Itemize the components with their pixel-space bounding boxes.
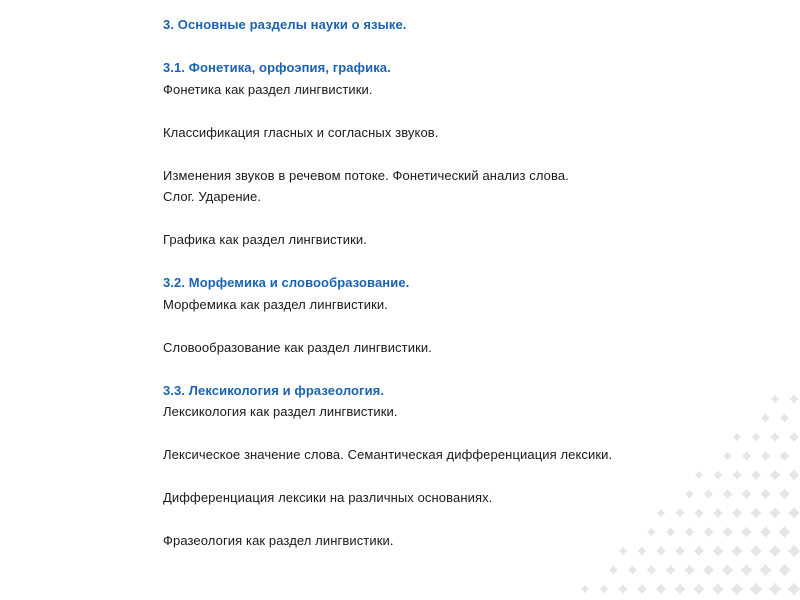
star-shape — [704, 489, 713, 498]
list-item: Изменения звуков в речевом потоке. Фонетический анализ слова. — [163, 167, 569, 183]
star-shape — [751, 508, 762, 519]
star-shape — [722, 564, 734, 576]
star-shape — [789, 394, 798, 403]
spacer — [163, 315, 763, 337]
list-item: Лексикология как раздел лингвистики. — [163, 404, 398, 419]
star-shape — [731, 545, 742, 556]
spacer — [163, 100, 763, 122]
star-shape — [713, 508, 723, 518]
star-shape — [742, 451, 751, 460]
star-shape — [581, 585, 589, 593]
star-shape — [609, 566, 618, 575]
star-shape — [703, 527, 713, 537]
star-shape — [675, 546, 685, 556]
list-item: Графика как раздел лингвистики. — [163, 232, 367, 247]
star-shape — [675, 584, 686, 595]
star-shape — [666, 527, 675, 536]
star-shape — [759, 564, 772, 577]
list-item: Морфемика как раздел лингвистики. — [163, 296, 388, 312]
star-shape — [619, 547, 627, 555]
star-shape — [732, 508, 742, 518]
spacer — [163, 251, 763, 273]
star-shape — [647, 528, 656, 537]
star-shape — [778, 526, 790, 538]
star-shape — [769, 507, 780, 518]
star-shape — [741, 489, 751, 499]
star-shape — [694, 546, 704, 556]
star-shape — [789, 432, 799, 442]
star-shape — [647, 565, 657, 575]
star-shape — [751, 432, 760, 441]
star-shape — [732, 470, 741, 479]
star-shape — [733, 433, 742, 442]
star-shape — [760, 489, 771, 500]
section-heading-lexicology: 3.3. Лексикология и фразеология. — [163, 382, 385, 398]
star-shape — [618, 584, 627, 593]
star-shape — [638, 547, 647, 556]
section-heading-phonetics: 3.1. Фонетика, орфоэпия, графика. — [163, 60, 391, 75]
star-shape — [788, 583, 800, 596]
star-shape — [657, 509, 665, 517]
star-shape — [723, 489, 733, 499]
star-shape — [770, 432, 779, 441]
star-shape — [779, 488, 790, 499]
star-shape — [676, 509, 685, 518]
star-shape — [760, 526, 772, 538]
star-shape — [731, 583, 743, 595]
list-item: Дифференциация лексики на различных основаниях. — [163, 490, 493, 505]
list-item: Лексическое значение слова. Семантическая дифференциация лексики. — [163, 447, 613, 462]
star-shape — [780, 413, 789, 422]
star-shape — [722, 527, 733, 538]
list-item: Словообразование как раздел лингвистики. — [163, 339, 432, 355]
spacer — [163, 143, 763, 165]
star-shape — [685, 490, 694, 499]
list-item: Слог. Ударение. — [163, 189, 262, 204]
star-shape — [740, 564, 752, 576]
star-shape — [750, 545, 762, 557]
star-shape — [750, 583, 763, 596]
star-shape — [695, 471, 704, 480]
star-shape — [723, 452, 732, 461]
star-shape — [713, 546, 724, 557]
spacer — [163, 208, 763, 230]
star-shape — [788, 545, 800, 558]
list-item: Фразеология как раздел лингвистики. — [163, 533, 394, 548]
star-shape — [714, 471, 723, 480]
page-title: 3. Основные разделы науки о языке. — [163, 17, 407, 32]
spacer — [163, 36, 763, 58]
star-shape — [779, 451, 789, 461]
star-shape — [656, 546, 665, 555]
star-shape — [769, 545, 781, 557]
star-shape — [712, 583, 724, 595]
star-shape — [769, 583, 782, 596]
star-shape — [656, 584, 666, 594]
star-shape — [684, 565, 695, 576]
star-shape — [741, 526, 752, 537]
star-shape — [600, 585, 609, 594]
section-heading-morphemics: 3.2. Морфемика и словообразование. — [163, 275, 410, 290]
star-shape — [628, 565, 637, 574]
star-shape — [788, 507, 800, 519]
star-shape — [778, 564, 791, 577]
star-shape — [637, 584, 647, 594]
decorative-star-pattern — [560, 355, 800, 600]
list-item: Классификация гласных и согласных звуков. — [163, 124, 439, 140]
list-item: Фонетика как раздел лингвистики. — [163, 81, 373, 97]
star-shape — [771, 395, 780, 404]
star-shape — [789, 470, 800, 481]
star-shape — [761, 414, 770, 423]
star-shape — [693, 583, 704, 594]
star-shape — [770, 470, 780, 480]
star-shape — [761, 451, 771, 461]
star-shape — [703, 564, 714, 575]
star-shape — [694, 508, 703, 517]
star-shape — [665, 565, 675, 575]
star-shape — [751, 470, 761, 480]
star-shape — [685, 527, 695, 537]
